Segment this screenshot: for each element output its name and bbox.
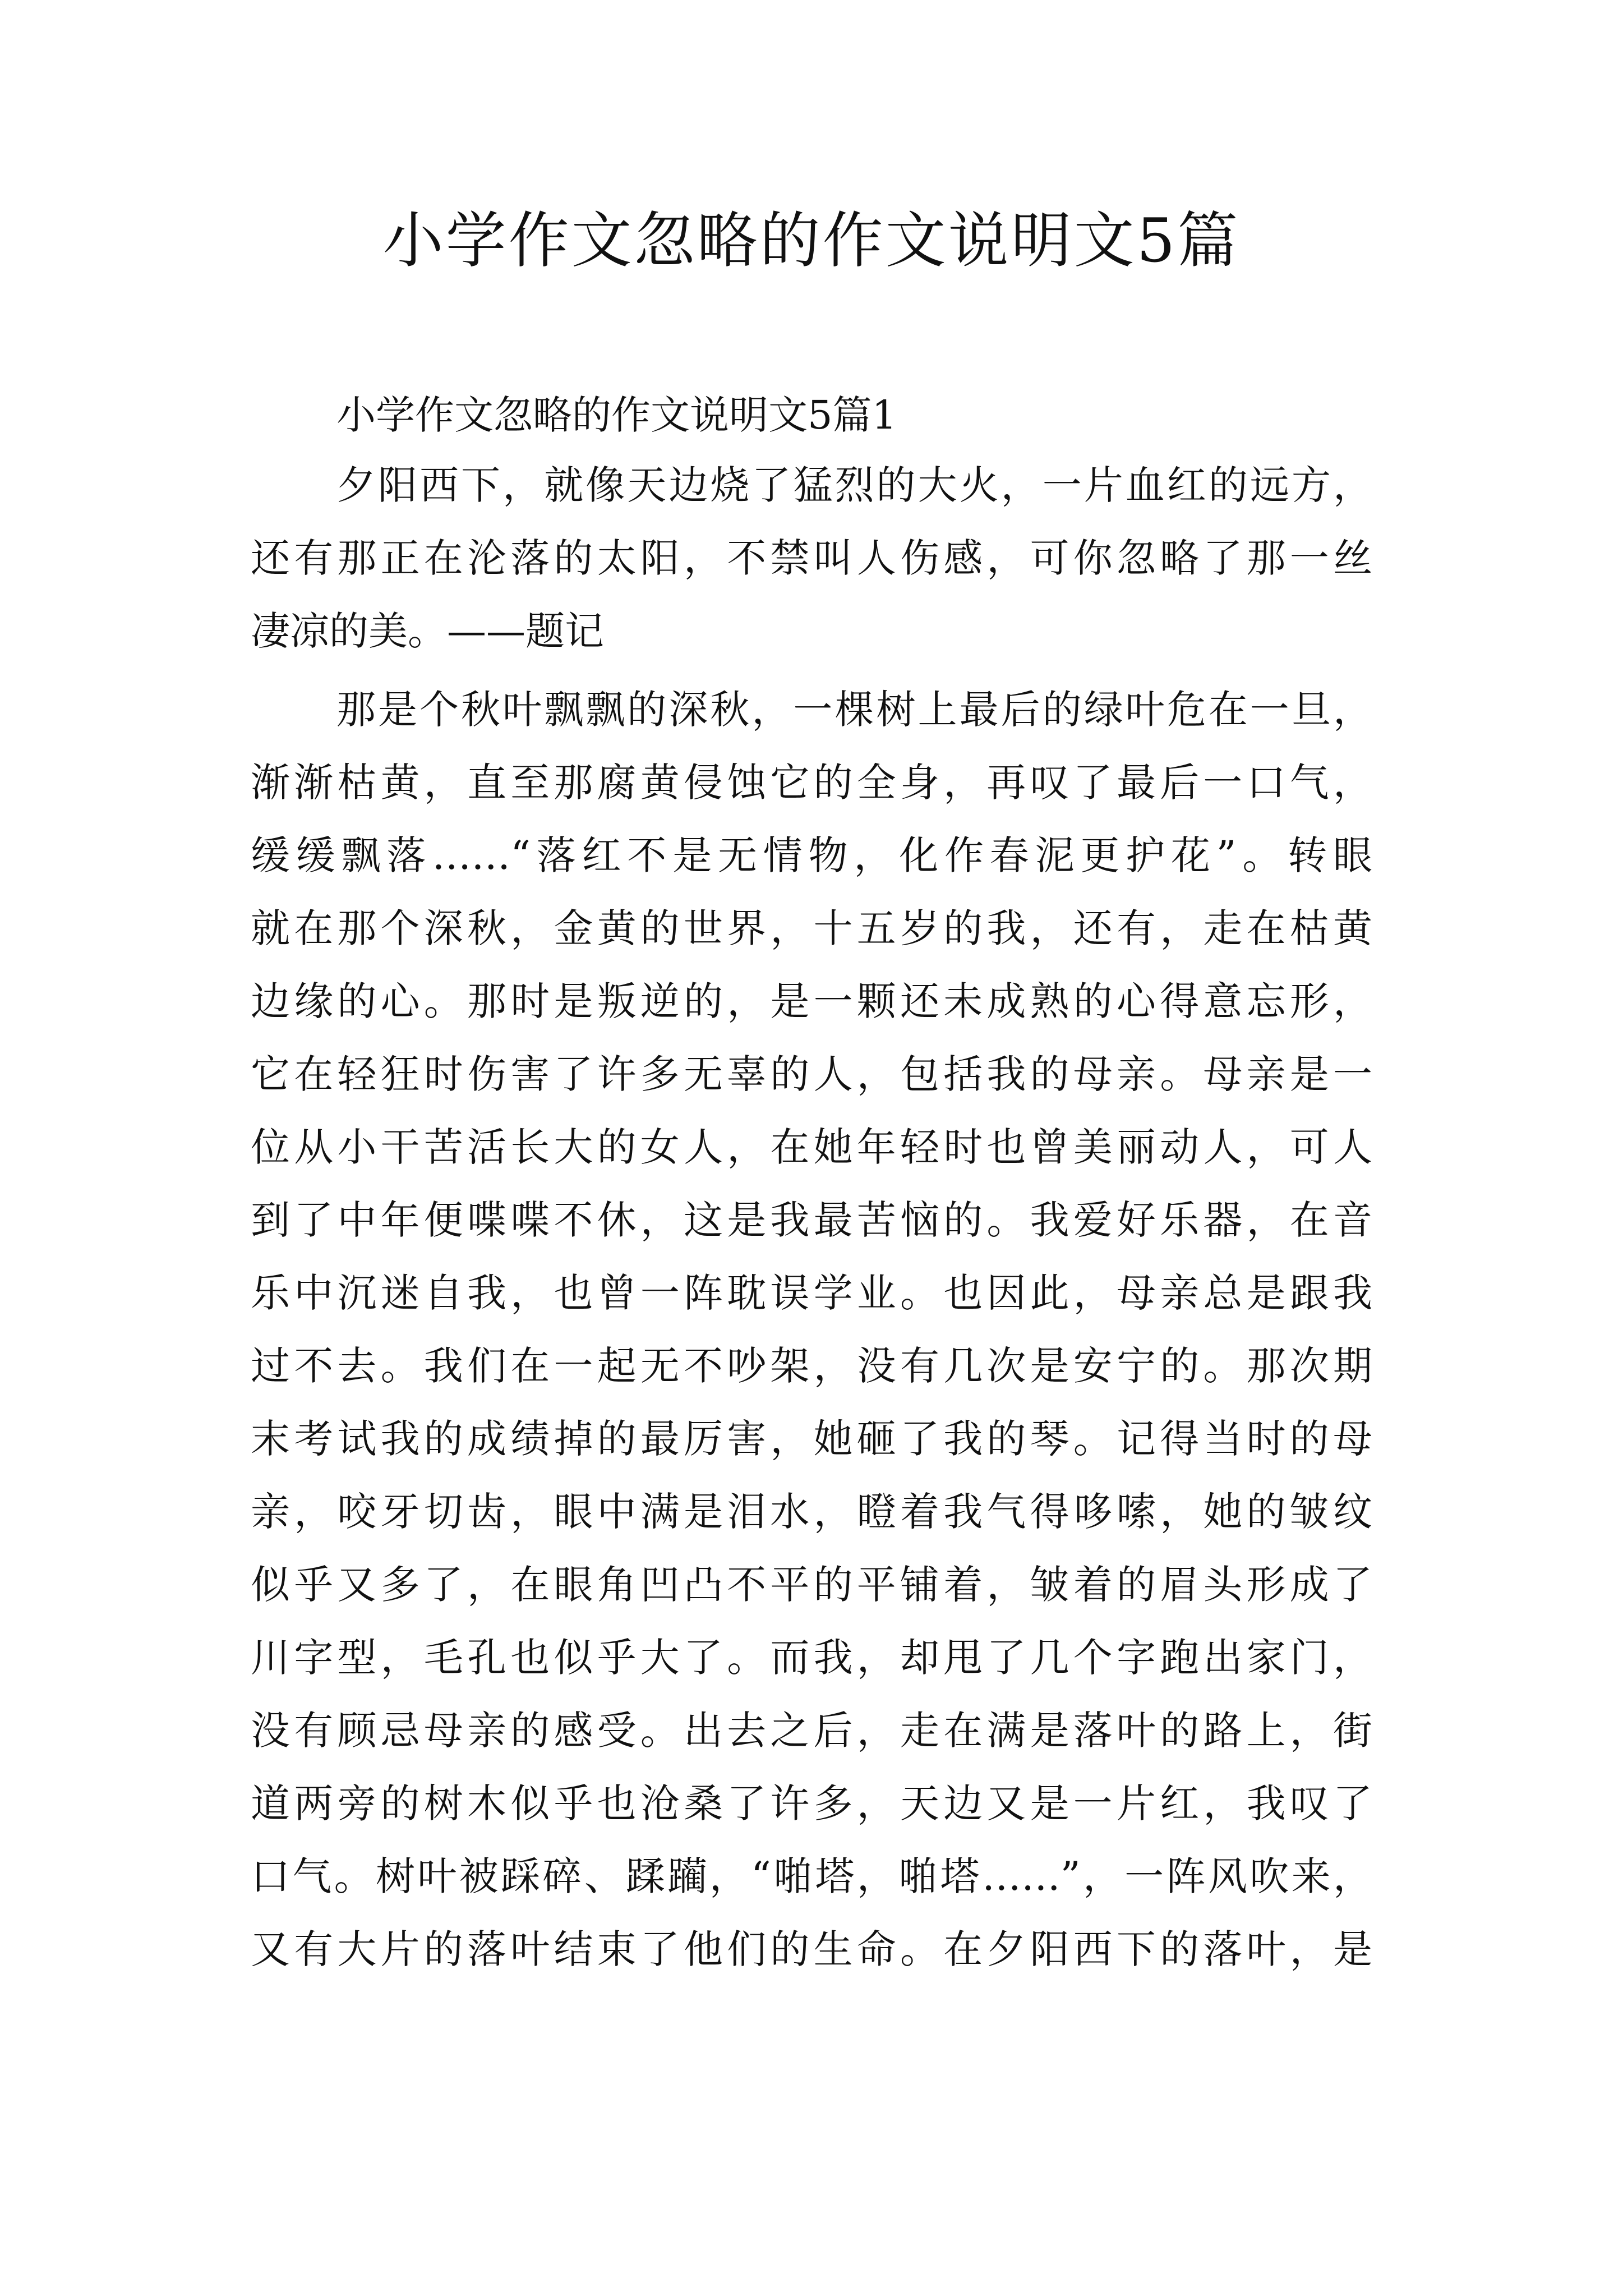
text-line: 没有顾忌母亲的感受。出去之后，走在满是落叶的路上，街 [251, 1708, 1372, 1754]
text-line: 道两旁的树木似乎也沧桑了许多，天边又是一片红，我叹了 [251, 1780, 1372, 1826]
text-line: 它在轻狂时伤害了许多无辜的人，包括我的母亲。母亲是一 [251, 1051, 1372, 1097]
text-line: 那是个秋叶飘飘的深秋，一棵树上最后的绿叶危在一旦， [336, 687, 1372, 733]
page-title: 小学作文忽略的作文说明文5篇 [382, 206, 1241, 276]
text-line: 到了中年便喋喋不休，这是我最苦恼的。我爱好乐器，在音 [251, 1197, 1372, 1243]
text-line: 还有那正在沦落的太阳，不禁叫人伤感，可你忽略了那一丝 [251, 535, 1372, 581]
essay-subtitle: 小学作文忽略的作文说明文5篇1 [336, 392, 897, 438]
text-line: 又有大片的落叶结束了他们的生命。在夕阳西下的落叶，是 [251, 1926, 1372, 1972]
text-line: 夕阳西下，就像天边烧了猛烈的大火，一片血红的远方， [336, 462, 1372, 508]
text-line: 过不去。我们在一起无不吵架，没有几次是安宁的。那次期 [251, 1343, 1372, 1389]
text-line: 川字型，毛孔也似乎大了。而我，却甩了几个字跑出家门， [251, 1635, 1372, 1681]
text-line: 位从小干苦活长大的女人，在她年轻时也曾美丽动人，可人 [251, 1124, 1372, 1170]
text-line: 亲，咬牙切齿，眼中满是泪水，瞪着我气得哆嗦，她的皱纹 [251, 1489, 1372, 1535]
text-line: 似乎又多了，在眼角凹凸不平的平铺着，皱着的眉头形成了 [251, 1562, 1372, 1608]
text-line: 口气。树叶被踩碎、蹂躏，“啪塔，啪塔……”，一阵风吹来， [251, 1853, 1372, 1899]
text-line: 缓缓飘落……“落红不是无情物，化作春泥更护花”。转眼 [251, 832, 1372, 878]
text-line: 凄凉的美。——题记 [251, 608, 604, 654]
text-line: 末考试我的成绩掉的最厉害，她砸了我的琴。记得当时的母 [251, 1416, 1372, 1462]
text-line: 就在那个深秋，金黄的世界，十五岁的我，还有，走在枯黄 [251, 905, 1372, 951]
text-line: 边缘的心。那时是叛逆的，是一颗还未成熟的心得意忘形， [251, 978, 1372, 1024]
text-line: 渐渐枯黄，直至那腐黄侵蚀它的全身，再叹了最后一口气， [251, 760, 1372, 806]
text-line: 乐中沉迷自我，也曾一阵耽误学业。也因此，母亲总是跟我 [251, 1270, 1372, 1316]
